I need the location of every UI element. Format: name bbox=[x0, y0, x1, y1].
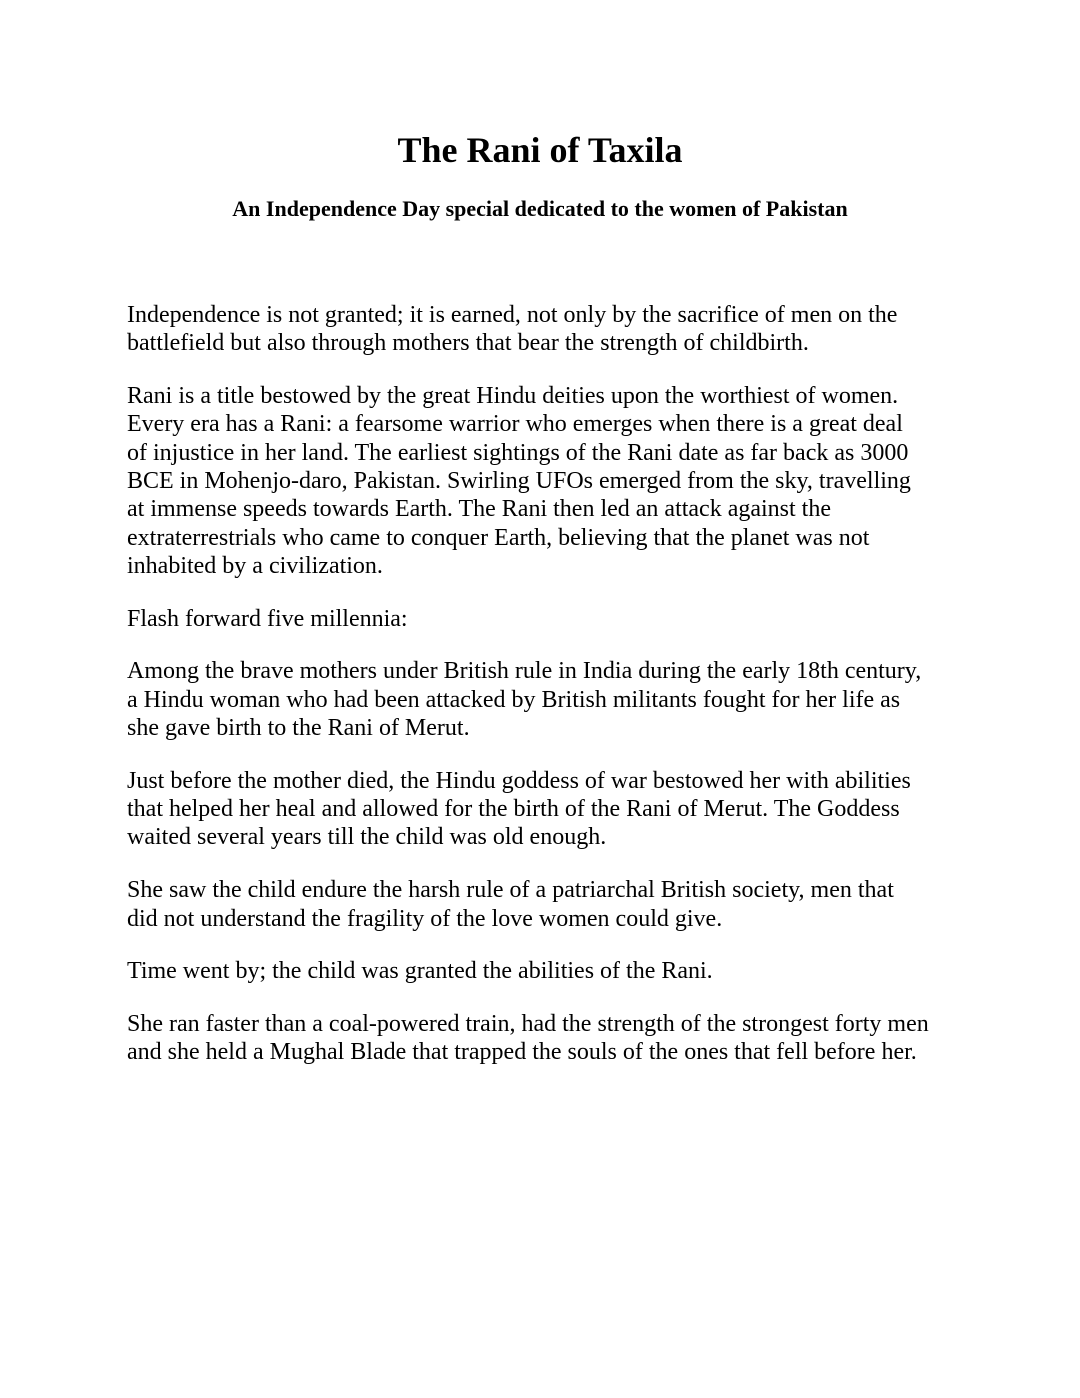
paragraph-time-went-by: Time went by; the child was granted the abilities of the Rani. bbox=[127, 958, 713, 985]
paragraph-abilities: She ran faster than a coal-powered train, had the strength of the strongest forty men and she held a Mughal Blade that trapped the souls of the ones that fell before her. bbox=[127, 1011, 929, 1066]
paragraph-brave-mothers: Among the brave mothers under British rule in India during the early 18th century, a Hindu woman who had been attacked by British militants fought for her life as she gave birth to the Rani of Merut. bbox=[127, 658, 922, 742]
document-body bbox=[127, 301, 967, 1091]
document-title: The Rani of Taxila bbox=[397, 130, 683, 170]
paragraph-independence: Independence is not granted; it is earned, not only by the sacrifice of men on the battlefield but also through mothers that bear the strength of childbirth. bbox=[127, 302, 898, 357]
paragraph-flash-forward: Flash forward five millennia: bbox=[127, 605, 408, 632]
paragraph-goddess: Just before the mother died, the Hindu goddess of war bestowed her with abilities that helped her heal and allowed for the birth of the Rani of Merut. The Goddess waited several years till the child was old enough. bbox=[127, 767, 911, 851]
paragraph-harsh-rule: She saw the child endure the harsh rule of a patriarchal British society, men that did not understand the fragility of the love women could give. bbox=[127, 877, 894, 932]
paragraph-rani-title: Rani is a title bestowed by the great Hindu deities upon the worthiest of women. Every era has a Rani: a fearsome warrior who emerges when there is a great deal of injustice in her land. The earliest sightings of the Rani date as far back as 3000 BCE in Mohenjo-daro, Pakistan. Swirling UFOs emerged from the sky, travelling at immense speeds towards Earth. The Rani then led an attack against the extraterrestrials who came to conquer Earth, believing that the planet was not inhabited by a civilization. bbox=[127, 383, 911, 579]
document-subtitle: An Independence Day special dedicated to the women of Pakistan bbox=[232, 196, 848, 221]
